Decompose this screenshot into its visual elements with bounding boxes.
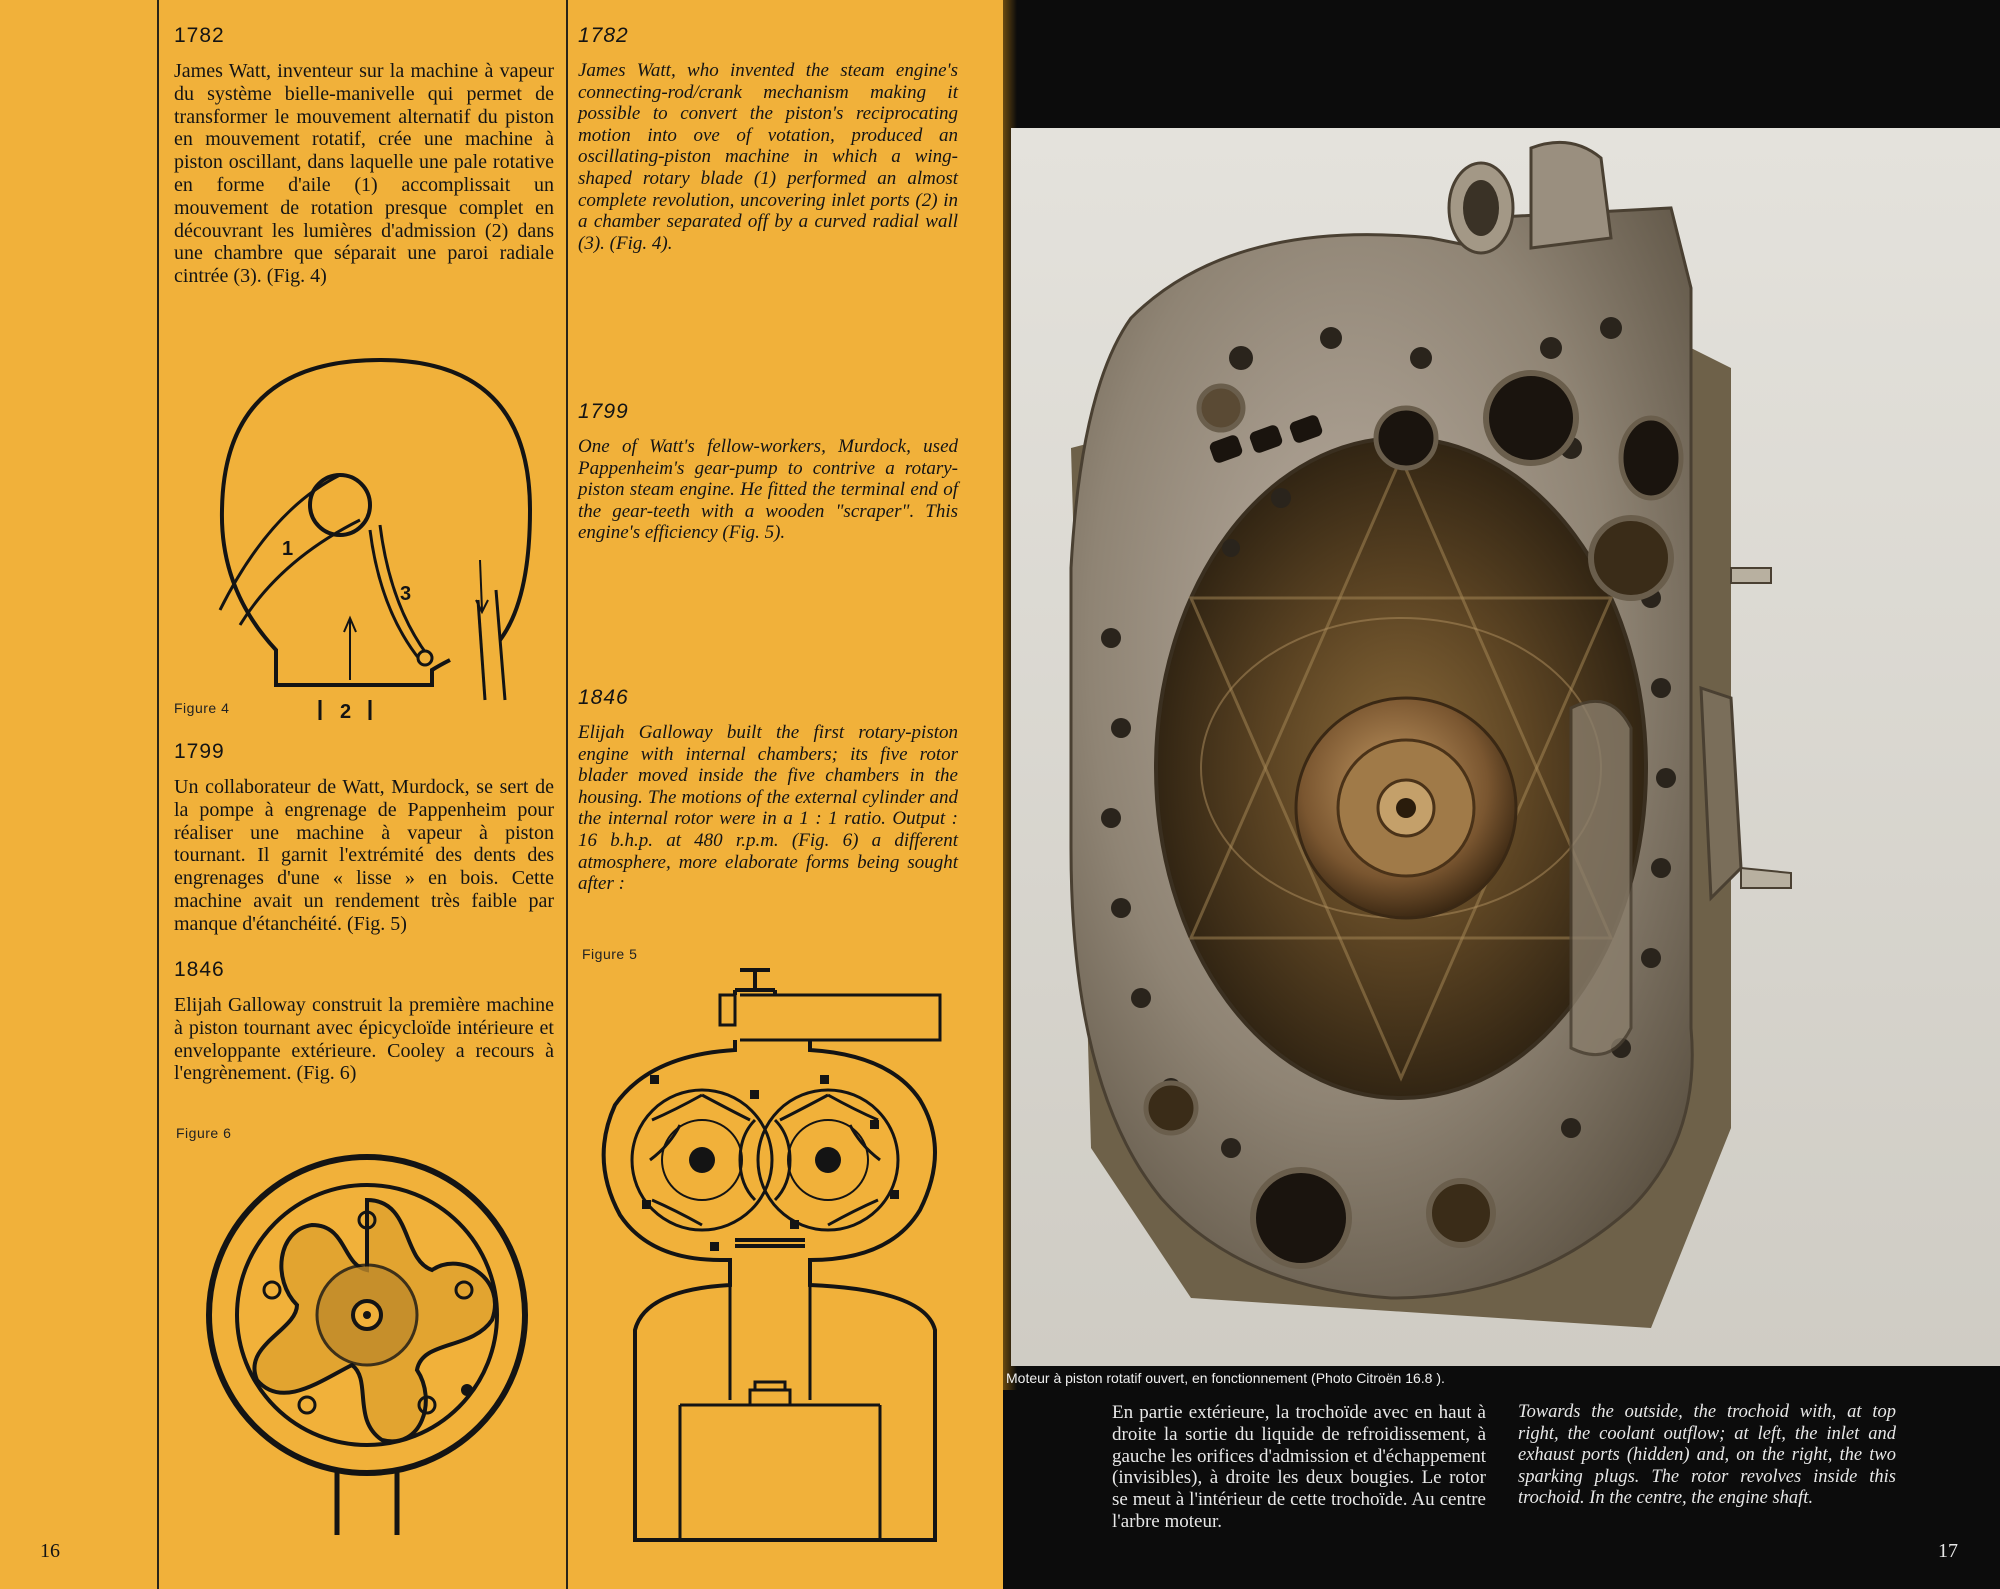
figure-4-label: Figure 4 — [174, 700, 230, 716]
photo-caption: Moteur à piston rotatif ouvert, en fonctionnement (Photo Citroën 16.8 ). — [1006, 1370, 1445, 1386]
spark-plug-upper — [1591, 518, 1671, 598]
upper-port — [1486, 373, 1576, 463]
figure-4-diagram — [200, 320, 540, 725]
column-rule-center — [566, 0, 568, 1589]
fr-year-1846: 1846 — [174, 958, 225, 981]
fr-year-1782: 1782 — [174, 24, 225, 47]
fr-year-1799: 1799 — [174, 740, 225, 763]
column-rule-left — [157, 0, 159, 1589]
fig4-label-3: 3 — [400, 583, 412, 605]
figure-6-label: Figure 6 — [176, 1125, 232, 1141]
en-text-1782: James Watt, who invented the steam engine's connecting-rod/crank mechanism making it possible to convert the piston's reciprocating motion into ove of votation, produced an oscillating-piston machine in which a wing-shaped rotary blade (1) performed an almost complete revolution, uncovering inlet ports (2) in a chamber separated off by a curved radial wall (3). (Fig. 4). — [578, 60, 958, 254]
en-year-1782: 1782 — [578, 24, 629, 47]
right-fr-text: En partie extérieure, la trochoïde avec en haut à droite la sortie du liquide de refroidissement, à gauche les orifices d'admission et d'échappement (invisibles), à droite les deux bougies. Le rotor se meut à l'intérieur de cette trochoïde. Au centre l'arbre moteur. — [1112, 1402, 1486, 1532]
en-text-1799: One of Watt's fellow-workers, Murdock, used Pappenheim's gear-pump to contrive a rotary-piston steam engine. He fitted the terminal end of the gear-teeth with a wooden "scraper". This engine's efficiency (Fig. 5). — [578, 436, 958, 544]
page-number-17: 17 — [1938, 1540, 1958, 1562]
page-number-16: 16 — [40, 1540, 60, 1562]
fr-text-1846: Elijah Galloway construit la première machine à piston tournant avec épicycloïde intérieure et enveloppante extérieure. Cooley a recours à l'engrènement. (Fig. 6) — [174, 994, 554, 1085]
figure-5-label: Figure 5 — [582, 946, 638, 962]
en-year-1846: 1846 — [578, 686, 629, 709]
en-year-1799: 1799 — [578, 400, 629, 423]
coolant-outflow-pipe — [1531, 142, 1611, 248]
fr-text-1782: James Watt, inventeur sur la machine à vapeur du système bielle-manivelle qui permet de transformer le mouvement alternatif du piston en mouvement rotatif, crée une machine à piston oscillant, dans laquelle une pale rotative en forme d'aile (1) accomplissait un mouvement de rotation presque complet en découvrant les lumières d'admission (2) dans une chambre que séparait une paroi radiale cintrée (3). (Fig. 4) — [174, 60, 554, 288]
lower-port — [1253, 1170, 1349, 1266]
engine-photo — [1011, 128, 2000, 1366]
fig4-label-2: 2 — [340, 701, 352, 723]
figure-5-diagram — [590, 950, 960, 1550]
fr-text-1799: Un collaborateur de Watt, Murdock, se sert de la pompe à engrenage de Pappenheim pour réaliser une machine à vapeur à piston tournant. Il garnit l'extrémité des dents des engrenages d'une « lisse » en bois. Cette machine avait un rendement très faible par manque d'étanchéité. (Fig. 5) — [174, 776, 554, 935]
figure-6-diagram — [202, 1150, 532, 1540]
right-en-text: Towards the outside, the trochoid with, at top right, the coolant outflow; at left, the inlet and exhaust ports (hidden) and, on the right, the two sparking plugs. The rotor revolves inside this trochoid. In the centre, the engine shaft. — [1518, 1402, 1896, 1509]
fig4-label-1: 1 — [282, 538, 294, 560]
en-text-1846: Elijah Galloway built the first rotary-piston engine with internal chambers; its five rotor blader moved inside the five chambers in the housing. The motions of the external cylinder and the internal rotor were in a 1 : 1 ratio. Output : 16 b.h.p. at 480 r.p.m. (Fig. 6) a different atmosphere, more elaborate forms being sought after : — [578, 722, 958, 895]
